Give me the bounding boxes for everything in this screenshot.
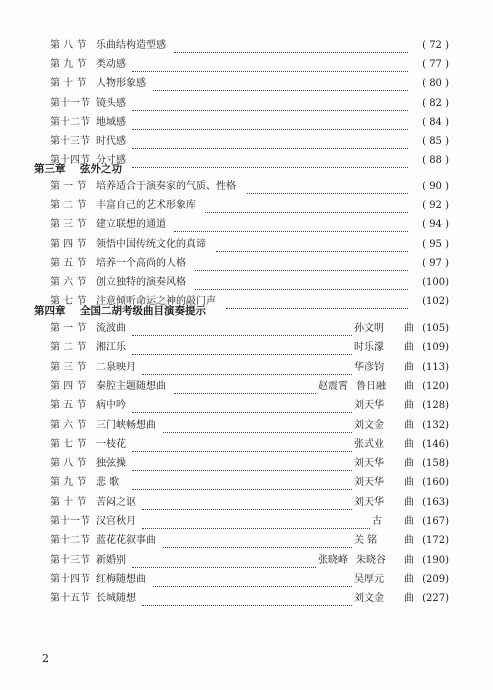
entry-title: 红梅随想曲 xyxy=(96,573,146,585)
entry-composer: 时乐濛 xyxy=(354,342,384,354)
toc-entry[interactable] xyxy=(0,134,493,150)
entry-title: 丰富自己的艺术形象库 xyxy=(96,200,196,212)
entry-section-number: 第 三 节 xyxy=(50,361,87,373)
entry-page-number: ( 97 ) xyxy=(422,257,449,269)
leader-dots xyxy=(132,443,353,452)
entry-qu-label: 曲 xyxy=(404,361,414,373)
entry-qu-label: 曲 xyxy=(404,458,414,470)
leader-dots xyxy=(142,366,352,375)
leader-dots xyxy=(247,185,408,194)
entry-title: 悲 歌 xyxy=(96,477,120,489)
entry-page-number: ( 88 ) xyxy=(422,155,449,167)
entry-page-number: (105) xyxy=(422,323,449,334)
entry-composer: 张式业 xyxy=(354,438,384,450)
entry-section-number: 第十二节 xyxy=(50,116,90,128)
toc-entry[interactable] xyxy=(0,340,493,356)
entry-section-number: 第 一 节 xyxy=(50,181,87,192)
leader-dots xyxy=(142,520,370,529)
entry-page-number: ( 82 ) xyxy=(422,97,449,109)
leader-dots xyxy=(174,223,409,232)
entry-section-number: 第 四 节 xyxy=(50,380,87,392)
entry-page-number: ( 90 ) xyxy=(422,181,449,192)
entry-composer: 刘文金 xyxy=(354,419,384,431)
entry-qu-label: 曲 xyxy=(404,593,414,605)
chapter-3-title: 弦外之功 xyxy=(80,163,122,175)
entry-composer: 刘文金 xyxy=(354,593,384,605)
toc-entry[interactable] xyxy=(0,398,493,414)
chapter-4-heading xyxy=(34,302,206,320)
entry-page-number: (190) xyxy=(422,554,449,566)
entry-composer: 华彦钧 xyxy=(354,361,384,373)
entry-section-number: 第 八 节 xyxy=(50,458,87,470)
entry-composer: 张晓峰 xyxy=(318,554,348,566)
entry-section-number: 第十二节 xyxy=(50,535,90,547)
entry-page-number: (120) xyxy=(422,380,449,392)
entry-page-number: (158) xyxy=(422,458,449,470)
entry-title: 二泉映月 xyxy=(96,361,136,373)
entry-page-number: (167) xyxy=(422,516,449,527)
entry-title: 湘江乐 xyxy=(96,342,126,354)
toc-entry[interactable] xyxy=(0,553,493,569)
leader-dots xyxy=(142,501,352,510)
entry-page-number: (163) xyxy=(422,496,449,508)
toc-entry[interactable] xyxy=(0,591,493,607)
leader-dots xyxy=(153,578,353,587)
entry-page-number: ( 92 ) xyxy=(422,200,449,212)
entry-page-number: (227) xyxy=(422,593,449,605)
entry-title: 分寸感 xyxy=(96,155,126,167)
leader-dots xyxy=(132,327,353,336)
entry-section-number: 第 九 节 xyxy=(50,477,87,489)
entry-title: 培养一个高尚的人格 xyxy=(96,257,186,269)
entry-section-number: 第 五 节 xyxy=(50,257,87,269)
toc-entry[interactable] xyxy=(0,475,493,491)
entry-qu-label: 曲 xyxy=(404,477,414,489)
leader-dots xyxy=(205,204,408,213)
entry-title: 时代感 xyxy=(96,136,126,147)
entry-composer: 孙文明 xyxy=(354,323,384,334)
chapter-4-title: 全国二胡考级曲目演奏提示 xyxy=(80,305,206,317)
toc-entry[interactable] xyxy=(0,237,493,253)
leader-dots xyxy=(132,462,353,471)
toc-entry[interactable] xyxy=(0,379,493,395)
toc-entry[interactable] xyxy=(0,495,493,511)
entry-qu-label: 曲 xyxy=(404,573,414,585)
entry-qu-label: 曲 xyxy=(404,400,414,412)
entry-page-number: (146) xyxy=(422,438,449,450)
entry-page-number: ( 84 ) xyxy=(422,116,449,128)
toc-entry[interactable] xyxy=(0,76,493,92)
chapter-4-number: 第四章 xyxy=(34,305,66,317)
entry-page-number: ( 95 ) xyxy=(422,238,449,250)
page-number: 2 xyxy=(42,652,49,665)
leader-dots xyxy=(195,281,409,290)
entry-qu-label: 曲 xyxy=(404,438,414,450)
entry-section-number: 第 一 节 xyxy=(50,323,87,334)
entry-section-number: 第 七 节 xyxy=(50,296,87,308)
entry-co-composer: 朱晓谷 xyxy=(356,554,386,566)
entry-section-number: 第 九 节 xyxy=(50,59,87,71)
leader-dots xyxy=(132,559,317,568)
leader-dots xyxy=(195,262,409,271)
toc-entry[interactable] xyxy=(0,437,493,453)
leader-dots xyxy=(132,404,353,413)
entry-title: 类动感 xyxy=(96,59,126,71)
entry-section-number: 第 二 节 xyxy=(50,342,87,354)
leader-dots xyxy=(163,424,352,433)
entry-section-number: 第 十 节 xyxy=(50,496,87,508)
entry-composer: 古 xyxy=(372,516,382,527)
toc-entry[interactable] xyxy=(0,572,493,588)
entry-section-number: 第十三节 xyxy=(50,554,90,566)
entry-title: 三门峡畅想曲 xyxy=(96,419,156,431)
entry-section-number: 第 十 节 xyxy=(50,78,87,90)
leader-dots xyxy=(132,159,409,168)
entry-composer: 刘天华 xyxy=(354,477,384,489)
entry-title: 领悟中国传统文化的真谛 xyxy=(96,238,206,250)
leader-dots xyxy=(132,481,353,490)
entry-page-number: ( 72 ) xyxy=(422,40,449,51)
toc-entry[interactable] xyxy=(0,456,493,472)
entry-page-number: (109) xyxy=(422,342,449,354)
entry-title: 蓝花花叙事曲 xyxy=(96,535,156,547)
entry-page-number: (100) xyxy=(422,277,449,288)
leader-dots xyxy=(132,140,409,149)
leader-dots xyxy=(174,44,409,53)
toc-entry[interactable] xyxy=(0,514,493,530)
toc-entry[interactable] xyxy=(0,418,493,434)
leader-dots xyxy=(132,63,409,72)
entry-title: 培养适合于演奏家的气质、性格 xyxy=(96,181,236,192)
toc-entry[interactable] xyxy=(0,38,493,54)
entry-page-number: (209) xyxy=(422,573,449,585)
entry-title: 独弦操 xyxy=(96,458,126,470)
entry-qu-label: 曲 xyxy=(404,496,414,508)
entry-qu-label: 曲 xyxy=(404,516,414,527)
leader-dots xyxy=(174,385,317,394)
entry-section-number: 第 五 节 xyxy=(50,400,87,412)
entry-page-number: (128) xyxy=(422,400,449,412)
entry-title: 一枝花 xyxy=(96,438,126,450)
entry-section-number: 第十四节 xyxy=(50,155,90,167)
entry-section-number: 第 七 节 xyxy=(50,438,87,450)
entry-composer: 吴厚元 xyxy=(354,573,384,585)
entry-composer: 赵震霄 xyxy=(318,380,348,392)
entry-title: 注意倾听命运之神的敲门声 xyxy=(96,296,216,308)
entry-title: 地域感 xyxy=(96,116,126,128)
toc-entry[interactable] xyxy=(0,198,493,214)
entry-page-number: (132) xyxy=(422,419,449,431)
toc-entry[interactable] xyxy=(0,275,493,291)
leader-dots xyxy=(132,346,353,355)
leader-dots xyxy=(142,597,352,606)
chapter-3-heading xyxy=(34,160,122,178)
toc-entry[interactable] xyxy=(0,217,493,233)
entry-qu-label: 曲 xyxy=(404,380,414,392)
entry-qu-label: 曲 xyxy=(404,342,414,354)
entry-page-number: (172) xyxy=(422,535,449,547)
entry-section-number: 第 四 节 xyxy=(50,238,87,250)
entry-title: 镜头感 xyxy=(96,97,126,109)
entry-co-composer: 鲁日融 xyxy=(356,380,386,392)
entry-page-number: (102) xyxy=(422,296,449,308)
entry-section-number: 第十一节 xyxy=(50,516,90,527)
entry-page-number: ( 80 ) xyxy=(422,78,449,90)
entry-section-number: 第 六 节 xyxy=(50,277,87,288)
entry-title: 汉宫秋月 xyxy=(96,516,136,527)
entry-composer: 刘天华 xyxy=(354,458,384,470)
entry-section-number: 第十四节 xyxy=(50,573,90,585)
entry-qu-label: 曲 xyxy=(404,554,414,566)
entry-title: 新婚别 xyxy=(96,554,126,566)
entry-qu-label: 曲 xyxy=(404,535,414,547)
leader-dots xyxy=(163,539,352,548)
entry-title: 秦腔主题随想曲 xyxy=(96,380,166,392)
entry-section-number: 第十一节 xyxy=(50,97,90,109)
entry-title: 病中吟 xyxy=(96,400,126,412)
entry-section-number: 第十三节 xyxy=(50,136,90,147)
toc-entry[interactable] xyxy=(0,115,493,131)
toc-entry[interactable] xyxy=(0,256,493,272)
entry-qu-label: 曲 xyxy=(404,323,414,334)
entry-qu-label: 曲 xyxy=(404,419,414,431)
chapter-3-number: 第三章 xyxy=(34,163,66,175)
entry-title: 苦闷之讴 xyxy=(96,496,136,508)
leader-dots xyxy=(226,300,408,309)
entry-composer: 刘天华 xyxy=(354,496,384,508)
entry-title: 创立独特的演奏风格 xyxy=(96,277,186,288)
toc-entry[interactable] xyxy=(0,179,493,195)
entry-section-number: 第 三 节 xyxy=(50,219,87,231)
entry-title: 建立联想的通道 xyxy=(96,219,166,231)
toc-entry[interactable] xyxy=(0,96,493,112)
toc-entry[interactable] xyxy=(0,533,493,549)
entry-title: 人物形象感 xyxy=(96,78,146,90)
entry-title: 流波曲 xyxy=(96,323,126,334)
toc-entry[interactable] xyxy=(0,321,493,337)
entry-title: 乐曲结构造型感 xyxy=(96,40,166,51)
entry-page-number: ( 77 ) xyxy=(422,59,449,71)
toc-entry[interactable] xyxy=(0,57,493,73)
leader-dots xyxy=(153,82,409,91)
leader-dots xyxy=(132,102,409,111)
entry-page-number: (113) xyxy=(422,361,449,373)
entry-composer: 刘天华 xyxy=(354,400,384,412)
entry-page-number: ( 85 ) xyxy=(422,136,449,147)
toc-entry[interactable] xyxy=(0,360,493,376)
entry-section-number: 第 八 节 xyxy=(50,40,87,51)
entry-section-number: 第十五节 xyxy=(50,593,90,605)
leader-dots xyxy=(216,243,409,252)
entry-section-number: 第 二 节 xyxy=(50,200,87,212)
leader-dots xyxy=(132,121,409,130)
entry-composer: 关 铭 xyxy=(354,535,378,547)
entry-page-number: (160) xyxy=(422,477,449,489)
entry-page-number: ( 94 ) xyxy=(422,219,449,231)
entry-title: 长城随想 xyxy=(96,593,136,605)
entry-section-number: 第 六 节 xyxy=(50,419,87,431)
